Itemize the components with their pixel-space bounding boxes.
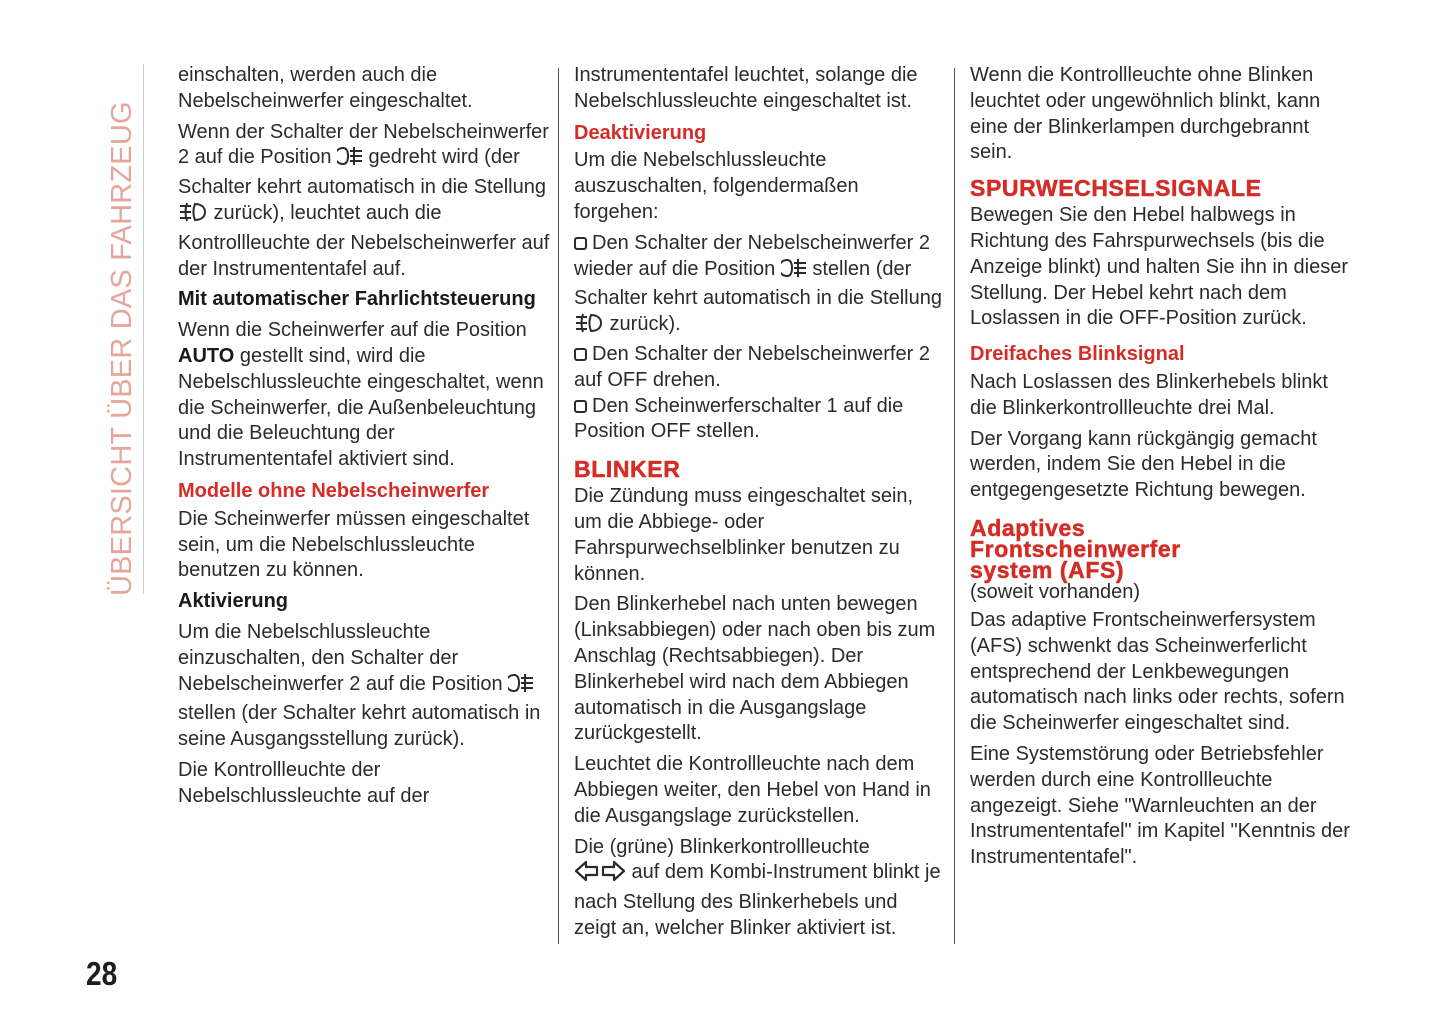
text-run: stellen (der Schalter kehrt automatisch in seine Ausgangsstellung zurück). xyxy=(178,702,541,751)
rear-fog-light-icon xyxy=(337,145,363,175)
paragraph xyxy=(178,620,550,753)
text-run: Den Schalter der Nebelscheinwerfer 2 wieder auf die Position xyxy=(574,231,930,280)
text-column-2 xyxy=(574,63,944,947)
text-run: auf dem Kombi-Instrument blinkt je nach Stellung des Blinkerhebels und zeigt an, welcher Blinker aktiviert ist. xyxy=(574,861,941,939)
paragraph xyxy=(178,318,550,473)
paragraph: Die Scheinwerfer müssen eingeschaltet sein, um die Nebelschlussleuchte benutzen zu können. xyxy=(178,507,530,582)
paragraph xyxy=(178,120,550,283)
column-divider-1 xyxy=(558,68,559,944)
text-column-1 xyxy=(178,63,550,815)
text-run: Den Scheinwerferschalter 1 auf die Position OFF stellen. xyxy=(574,394,904,443)
text-run: zurück). xyxy=(604,313,681,336)
auto-label: AUTO xyxy=(178,344,235,367)
paragraph: Instrumententafel leuchtet, solange die Nebelschlussleuchte eingeschaltet ist. xyxy=(574,64,918,112)
paragraph: Die Zündung muss eingeschaltet sein, um die Abbiege- oder Fahrspurwechselblinker benutzen zu können. xyxy=(574,485,914,585)
text-run: Den Schalter der Nebelscheinwerfer 2 auf OFF drehen. xyxy=(574,342,930,391)
section-heading-red: Modelle ohne Nebelscheinwerfer xyxy=(178,479,490,502)
list-item xyxy=(574,394,944,446)
section-heading: Aktivierung xyxy=(178,590,289,613)
text-run: Um die Nebelschlussleuchte einzuschalten, den Schalter der Nebelscheinwerfer 2 auf die Position xyxy=(178,620,509,695)
heading-line: system (AFS) xyxy=(970,556,1125,583)
text-run: gedreht wird (der Schalter kehrt automatisch in die Stellung xyxy=(178,146,546,199)
paragraph: Die Kontrollleuchte der Nebelschlussleuchte auf der xyxy=(178,758,430,807)
rear-fog-light-icon xyxy=(508,672,534,702)
text-run: gestellt sind, wird die Nebelschlussleuchte eingeschaltet, wenn die Scheinwerfer, die Außenbeleuchtung und die Beleuchtung der Instrumententafel aktiviert sind. xyxy=(178,344,544,471)
heading-line: Frontscheinwerfer xyxy=(970,535,1181,562)
rear-fog-light-icon xyxy=(781,257,807,287)
paragraph: Bewegen Sie den Hebel halbwegs in Richtung des Fahrspurwechsels (bis die Anzeige blinkt) und halten Sie ihn in dieser Stellung. Der Hebel kehrt nach dem Loslassen in die OFF-Position zurück. xyxy=(970,204,1349,330)
text-run: zurück), leuchtet auch die Kontrollleuchte der Nebelscheinwerfer auf der Instrumententafel auf. xyxy=(178,201,550,280)
list-item xyxy=(574,231,944,342)
text-run: Wenn der Schalter der Nebelscheinwerfer 2 auf die Position xyxy=(178,120,549,169)
page-number: 28 xyxy=(86,955,118,992)
section-heading-red xyxy=(970,514,1350,583)
text-column-3 xyxy=(970,63,1350,876)
section-heading-red: Deaktivierung xyxy=(574,121,707,144)
paragraph: Das adaptive Frontscheinwerfersystem (AFS) schwenkt das Scheinwerferlicht entsprechend der Lenkbewegungen automatisch nach links oder rechts, sofern die Scheinwerfer eingeschaltet sind. xyxy=(970,608,1345,735)
text-run: Wenn die Scheinwerfer auf die Position xyxy=(178,319,527,342)
paragraph: Der Vorgang kann rückgängig gemacht werden, indem Sie den Hebel in die entgegengesetzte Richtung bewegen. xyxy=(970,427,1317,502)
bullet-box-icon xyxy=(574,237,587,250)
list-item xyxy=(574,342,944,394)
section-heading: Mit automatischer Fahrlichtsteuerung xyxy=(178,288,536,311)
paragraph xyxy=(574,835,944,942)
front-fog-light-icon xyxy=(178,201,208,231)
section-heading-red: SPURWECHSELSIGNALE xyxy=(970,175,1262,202)
text-run: stellen (der Schalter kehrt automatisch in die Stellung xyxy=(574,257,942,310)
front-fog-light-icon xyxy=(574,312,604,342)
paragraph: Den Blinkerhebel nach unten bewegen (Linksabbiegen) oder nach oben bis zum Anschlag (Rechtsabbiegen). Der Blinkerhebel wird nach dem Abbiegen automatisch in die Ausgangslage zurückgestellt. xyxy=(574,593,936,745)
text-run: Die (grüne) Blinkerkontrollleuchte xyxy=(574,835,870,858)
paragraph: Eine Systemstörung oder Betriebsfehler werden durch eine Kontrollleuchte angezeigt. Siehe "Warnleuchten an der Instrumententafel" im Kapitel "Kenntnis der Instrumententafel". xyxy=(970,742,1350,869)
bullet-box-icon xyxy=(574,400,587,413)
chapter-side-rule xyxy=(143,64,144,594)
paragraph: Leuchtet die Kontrollleuchte nach dem Abbiegen weiter, den Hebel von Hand in die Ausgangslage zurückstellen. xyxy=(574,753,931,827)
paragraph: Nach Loslassen des Blinkerhebels blinkt die Blinkerkontrollleuchte drei Mal. xyxy=(970,370,1328,419)
chapter-side-title: ÜBERSICHT ÜBER DAS FAHRZEUG xyxy=(106,101,138,596)
paragraph: Um die Nebelschlussleuchte auszuschalten, folgendermaßen forgehen: xyxy=(574,149,859,223)
turn-signal-arrows-icon xyxy=(574,860,626,890)
column-divider-2 xyxy=(954,68,955,944)
subtitle: (soweit vorhanden) xyxy=(970,580,1141,603)
paragraph: einschalten, werden auch die Nebelscheinwerfer eingeschaltet. xyxy=(178,64,473,112)
bullet-box-icon xyxy=(574,348,587,361)
section-heading-red: Dreifaches Blinksignal xyxy=(970,343,1185,366)
heading-line: Adaptives xyxy=(970,514,1086,541)
section-heading-red: BLINKER xyxy=(574,456,681,483)
paragraph: Wenn die Kontrollleuchte ohne Blinken leuchtet oder ungewöhnlich blinkt, kann eine der Blinkerlampen durchgebrannt sein. xyxy=(970,64,1321,164)
